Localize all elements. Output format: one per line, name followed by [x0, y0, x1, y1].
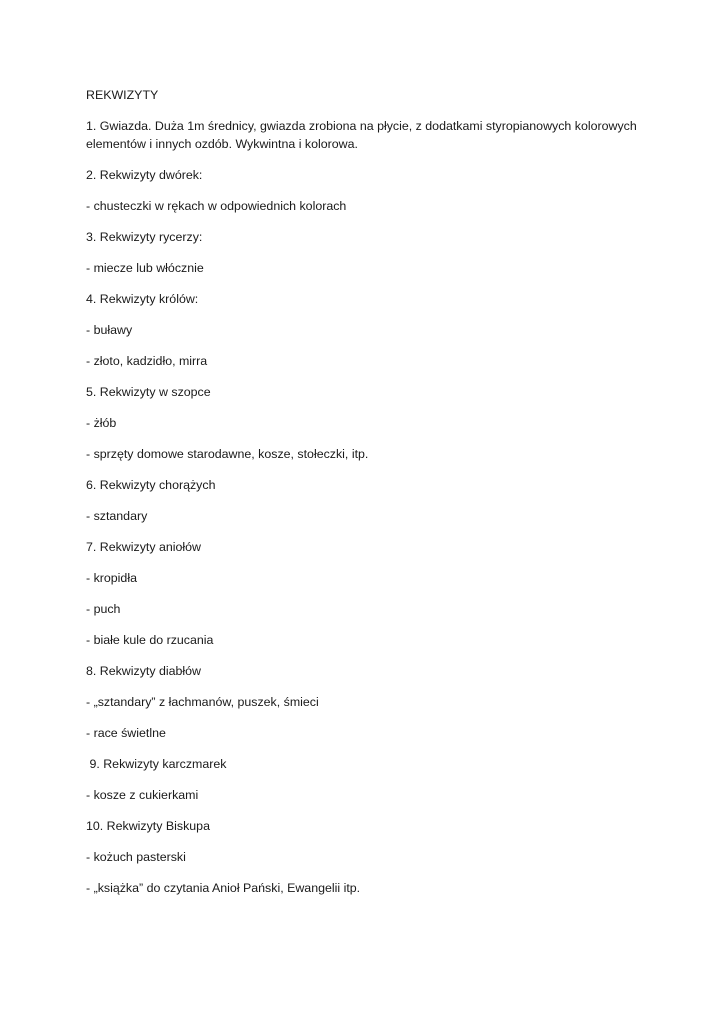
- text-line: 6. Rekwizyty chorążych: [86, 478, 216, 492]
- text-line: - „sztandary” z łachmanów, puszek, śmieci: [86, 695, 319, 709]
- text-line: 10. Rekwizyty Biskupa: [86, 819, 210, 833]
- text-line: 1. Gwiazda. Duża 1m średnicy, gwiazda zrobiona na płycie, z dodatkami styropianowych kolorowych: [86, 119, 637, 133]
- document-body: [86, 86, 646, 910]
- document-title: REKWIZYTY: [86, 88, 159, 102]
- text-line: elementów i innych ozdób. Wykwintna i kolorowa.: [86, 137, 358, 151]
- text-line: - złoto, kadzidło, mirra: [86, 354, 208, 368]
- text-line: - race świetlne: [86, 726, 166, 740]
- text-line: - sztandary: [86, 509, 148, 523]
- text-line: - puch: [86, 602, 121, 616]
- text-line: 9. Rekwizyty karczmarek: [86, 757, 227, 771]
- text-line: 8. Rekwizyty diabłów: [86, 664, 202, 678]
- text-line: - chusteczki w rękach w odpowiednich kolorach: [86, 199, 347, 213]
- text-line: - sprzęty domowe starodawne, kosze, stołeczki, itp.: [86, 447, 369, 461]
- text-line: 2. Rekwizyty dwórek:: [86, 168, 203, 182]
- paragraph-item-1: [86, 117, 646, 153]
- text-line: - „książka” do czytania Anioł Pański, Ewangelii itp.: [86, 881, 361, 895]
- text-line: 7. Rekwizyty aniołów: [86, 540, 202, 554]
- text-line: - białe kule do rzucania: [86, 633, 214, 647]
- text-line: - żłób: [86, 416, 117, 430]
- text-line: - buławy: [86, 323, 133, 337]
- text-line: 3. Rekwizyty rycerzy:: [86, 230, 203, 244]
- text-line: - kożuch pasterski: [86, 850, 186, 864]
- text-line: - kosze z cukierkami: [86, 788, 199, 802]
- text-line: - miecze lub włócznie: [86, 261, 204, 275]
- text-line: 5. Rekwizyty w szopce: [86, 385, 211, 399]
- text-line: 4. Rekwizyty królów:: [86, 292, 199, 306]
- text-line: - kropidła: [86, 571, 137, 585]
